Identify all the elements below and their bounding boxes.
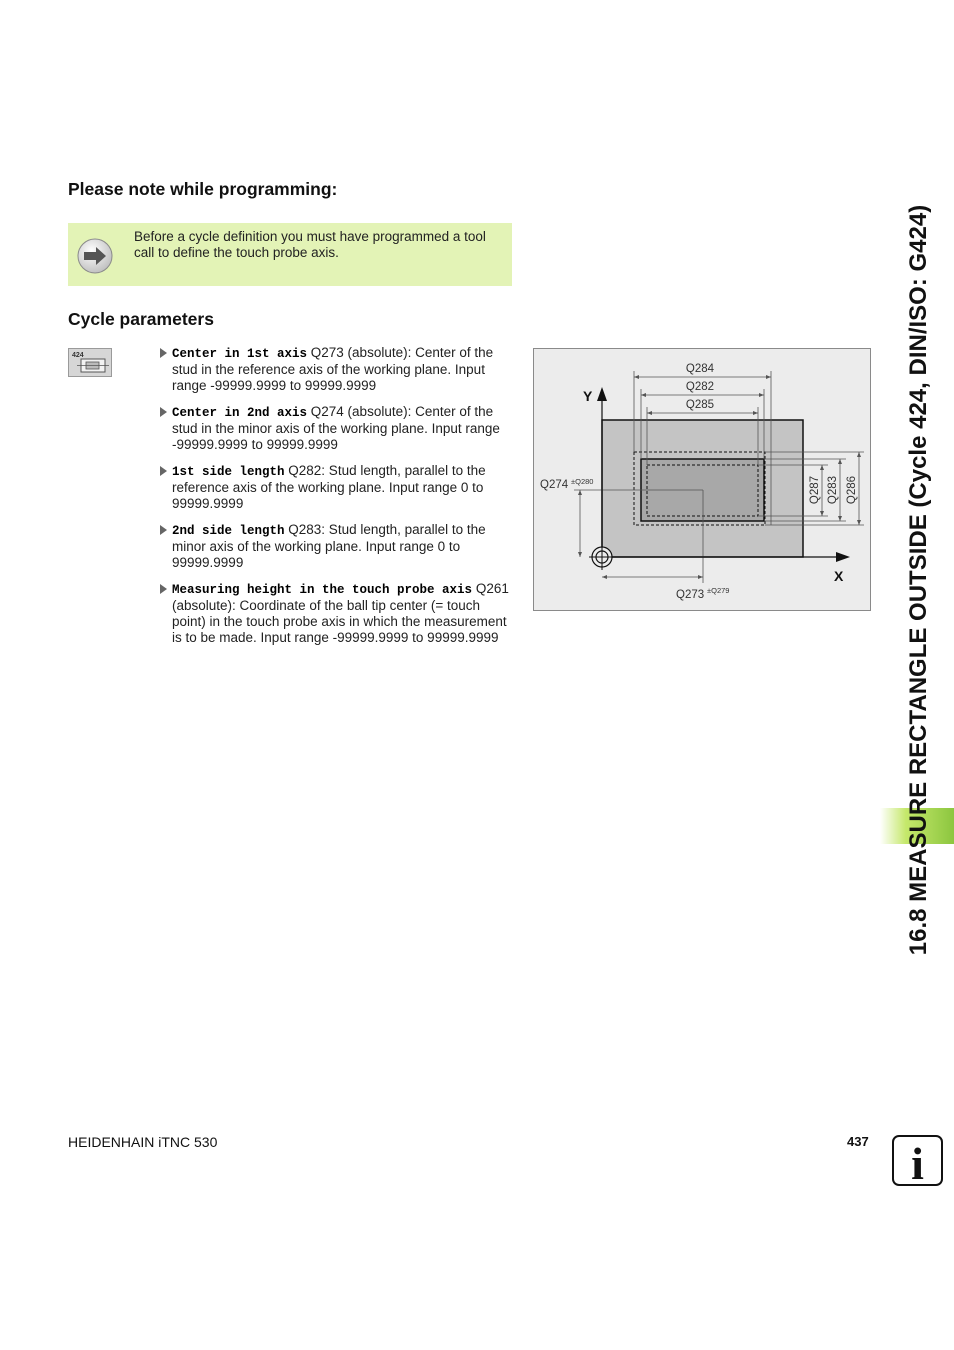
note-box xyxy=(68,223,512,286)
cycle-params-heading: Cycle parameters xyxy=(68,309,214,329)
q285-label: Q285 xyxy=(685,399,715,411)
y-axis-label: Y xyxy=(583,388,593,404)
param-name: 2nd side length xyxy=(172,524,285,538)
param-center-2nd-axis xyxy=(158,404,512,453)
bullet-triangle-icon xyxy=(160,466,167,476)
q283-label: Q283 xyxy=(827,475,839,505)
cycle-diagram xyxy=(533,348,871,611)
bullet-triangle-icon xyxy=(160,525,167,535)
param-measuring-height xyxy=(158,581,512,646)
cycle-424-icon xyxy=(68,348,112,377)
arrow-right-icon xyxy=(77,238,113,274)
q274-label: Q274 xyxy=(540,479,569,491)
param-name: Center in 1st axis xyxy=(172,347,308,361)
note-text: Before a cycle definition you must have programmed a tool call to define the touch probe axis. xyxy=(134,229,486,260)
param-desc: Q274 (absolute): Center of the stud in the minor axis of the working plane. Input range -99999.9999 to 99999.9999 xyxy=(172,404,500,452)
x-axis-label: X xyxy=(834,568,844,584)
param-name: Measuring height in the touch probe axis xyxy=(172,583,473,597)
param-name: 1st side length xyxy=(172,465,285,479)
y-axis-arrow-icon xyxy=(597,387,607,401)
footer-product: HEIDENHAIN iTNC 530 xyxy=(68,1134,218,1150)
note-heading: Please note while programming: xyxy=(68,179,338,199)
param-2nd-side-length xyxy=(158,522,512,571)
q280-label: ±Q280 xyxy=(571,477,594,486)
q287-label: Q287 xyxy=(809,475,821,505)
q286-label: Q286 xyxy=(846,475,858,505)
q284-label: Q284 xyxy=(685,363,715,375)
q282-label: Q282 xyxy=(685,381,715,393)
param-1st-side-length xyxy=(158,463,512,512)
side-chapter-title: 16.8 MEASURE RECTANGLE OUTSIDE (Cycle 424, DIN/ISO: G424) xyxy=(905,204,932,956)
param-desc: Q282: Stud length, parallel to the reference axis of the working plane. Input range 0 to 99999.9999 xyxy=(172,463,486,511)
bullet-triangle-icon xyxy=(160,407,167,417)
page-number: 437 xyxy=(847,1134,869,1149)
bullet-triangle-icon xyxy=(160,584,167,594)
param-center-1st-axis xyxy=(158,345,512,394)
bullet-triangle-icon xyxy=(160,348,167,358)
q279-label: ±Q279 xyxy=(707,586,730,595)
info-icon xyxy=(892,1135,943,1186)
cycle-icon-label: 424 xyxy=(72,352,84,359)
param-desc: Q261 (absolute): Coordinate of the ball tip center (= touch point) in the touch probe axis in which the measurement is to be made. Input range -99999.9999 to 99999.9999 xyxy=(172,581,509,645)
param-desc: Q283: Stud length, parallel to the minor axis of the working plane. Input range 0 to 99999.9999 xyxy=(172,522,486,570)
x-axis-arrow-icon xyxy=(836,552,850,562)
param-desc: Q273 (absolute): Center of the stud in the reference axis of the working plane. Input range -99999.9999 to 99999.9999 xyxy=(172,345,494,393)
q273-label: Q273 xyxy=(676,589,705,601)
info-glyph: i xyxy=(911,1138,924,1186)
param-list xyxy=(158,345,512,656)
param-name: Center in 2nd axis xyxy=(172,406,308,420)
